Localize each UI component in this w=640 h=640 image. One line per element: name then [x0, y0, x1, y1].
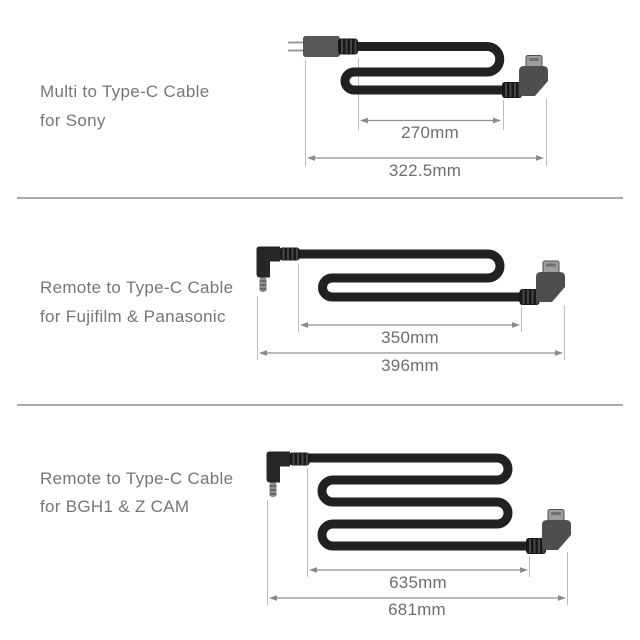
- remote-2-5mm-jack-icon: [267, 452, 310, 498]
- cable-subtitle: for Sony: [40, 111, 106, 130]
- usb-type-c-right-angle-icon: [526, 510, 571, 555]
- cable-title: Remote to Type-C Cable: [40, 278, 234, 297]
- coiled-cable: [307, 458, 530, 546]
- inner-dimension-label: 350mm: [381, 328, 439, 347]
- inner-dimension-label: 635mm: [389, 573, 447, 592]
- cable-title: Remote to Type-C Cable: [40, 469, 234, 488]
- total-dimension-label: 396mm: [381, 356, 439, 375]
- cable-subtitle: for Fujifilm & Panasonic: [40, 307, 226, 326]
- total-dimension-label: 681mm: [388, 600, 446, 619]
- inner-dimension-label: 270mm: [401, 123, 459, 142]
- total-dimension-label: 322.5mm: [388, 161, 462, 180]
- cable-title: Multi to Type-C Cable: [40, 82, 210, 101]
- cable-subtitle: for BGH1 & Z CAM: [40, 497, 190, 516]
